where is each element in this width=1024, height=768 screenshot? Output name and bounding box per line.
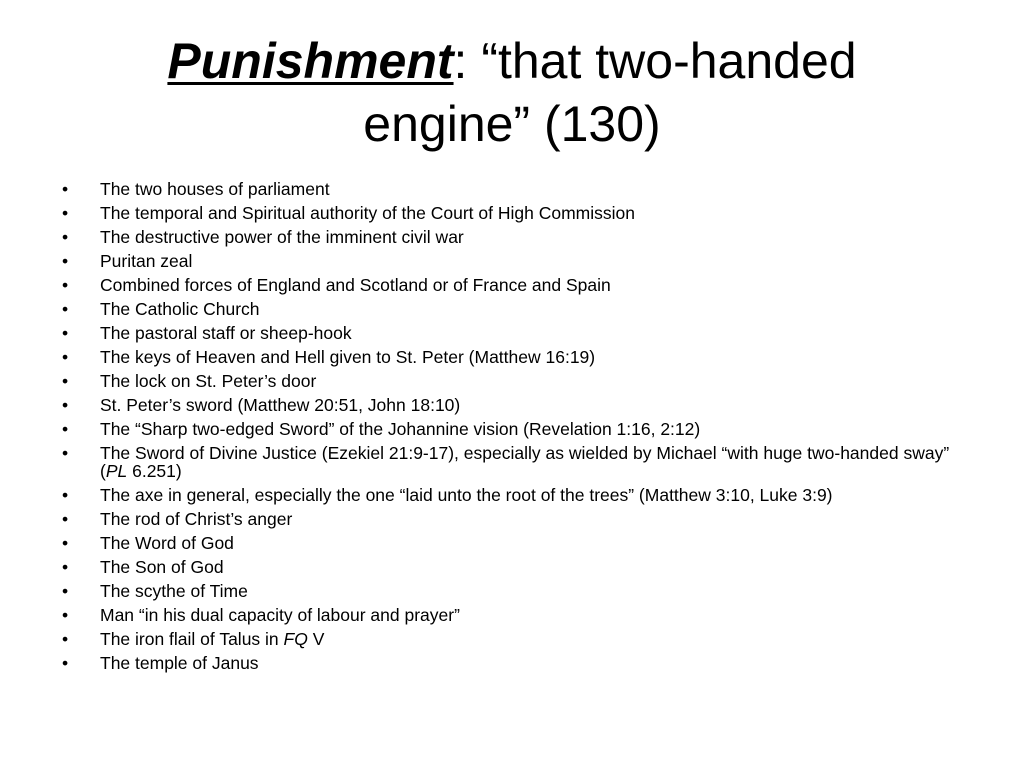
- list-item-text: 6.251): [127, 461, 182, 481]
- bullet-list: [62, 180, 962, 678]
- bullet-icon: •: [62, 347, 69, 367]
- bullet-icon: •: [62, 443, 69, 463]
- list-item: [62, 396, 962, 414]
- bullet-icon: •: [62, 227, 69, 247]
- list-item: [62, 180, 962, 198]
- list-item-text: Man “in his dual capacity of labour and prayer”: [100, 605, 460, 625]
- bullet-icon: •: [62, 629, 69, 649]
- bullet-icon: •: [62, 395, 69, 415]
- list-item-italic-text: FQ: [283, 629, 308, 649]
- bullet-icon: •: [62, 419, 69, 439]
- list-item: [62, 252, 962, 270]
- list-item: [62, 204, 962, 222]
- bullet-icon: •: [62, 533, 69, 553]
- list-item: [62, 510, 962, 528]
- bullet-icon: •: [62, 509, 69, 529]
- list-item-text: The Son of God: [100, 557, 224, 577]
- list-item-text: St. Peter’s sword (Matthew 20:51, John 18:10): [100, 395, 461, 415]
- slide-title: [60, 30, 964, 156]
- list-item: [62, 228, 962, 246]
- title-rest-line2: engine” (130): [363, 96, 661, 152]
- list-item: [62, 534, 962, 552]
- list-item: [62, 324, 962, 342]
- list-item: [62, 654, 962, 672]
- list-item-text: The scythe of Time: [100, 581, 248, 601]
- bullet-icon: •: [62, 299, 69, 319]
- bullet-icon: •: [62, 371, 69, 391]
- list-item: [62, 582, 962, 600]
- bullet-icon: •: [62, 323, 69, 343]
- list-item-text: The destructive power of the imminent civil war: [100, 227, 464, 247]
- list-item: [62, 630, 962, 648]
- list-item: [62, 300, 962, 318]
- bullet-icon: •: [62, 485, 69, 505]
- bullet-icon: •: [62, 275, 69, 295]
- list-item-text: The “Sharp two-edged Sword” of the Johannine vision (Revelation 1:16, 2:12): [100, 419, 701, 439]
- list-item-text: The temple of Janus: [100, 653, 259, 673]
- list-item-text: The Catholic Church: [100, 299, 260, 319]
- list-item-text: Puritan zeal: [100, 251, 193, 271]
- list-item-text: Combined forces of England and Scotland or of France and Spain: [100, 275, 611, 295]
- list-item-text: The Word of God: [100, 533, 234, 553]
- list-item-text: The lock on St. Peter’s door: [100, 371, 317, 391]
- bullet-icon: •: [62, 251, 69, 271]
- list-item-text: The temporal and Spiritual authority of the Court of High Commission: [100, 203, 635, 223]
- bullet-icon: •: [62, 557, 69, 577]
- list-item-text: The rod of Christ’s anger: [100, 509, 293, 529]
- list-item: [62, 606, 962, 624]
- title-rest-line1: : “that two-handed: [453, 33, 857, 89]
- list-item-text: The keys of Heaven and Hell given to St. Peter (Matthew 16:19): [100, 347, 596, 367]
- list-item: [62, 486, 962, 504]
- bullet-icon: •: [62, 581, 69, 601]
- list-item: [62, 420, 962, 438]
- list-item: [62, 444, 962, 480]
- list-item-text: The pastoral staff or sheep-hook: [100, 323, 352, 343]
- bullet-icon: •: [62, 605, 69, 625]
- list-item: [62, 276, 962, 294]
- list-item: [62, 372, 962, 390]
- bullet-icon: •: [62, 203, 69, 223]
- bullet-icon: •: [62, 653, 69, 673]
- list-item: [62, 558, 962, 576]
- list-item-text: V: [307, 629, 325, 649]
- list-item-text: The axe in general, especially the one “laid unto the root of the trees” (Matthew 3:10, Luke 3:9): [100, 485, 833, 505]
- list-item-text: The iron flail of Talus in: [100, 629, 284, 649]
- list-item-italic-text: PL: [105, 461, 128, 481]
- list-item-text: The two houses of parliament: [100, 179, 330, 199]
- bullet-icon: •: [62, 179, 69, 199]
- list-item: [62, 348, 962, 366]
- title-emphasis: Punishment: [167, 33, 454, 89]
- list-item-text: The Sword of Divine Justice (Ezekiel 21:9-17), especially as wielded by Michael “with huge two-handed sway” (: [100, 443, 950, 481]
